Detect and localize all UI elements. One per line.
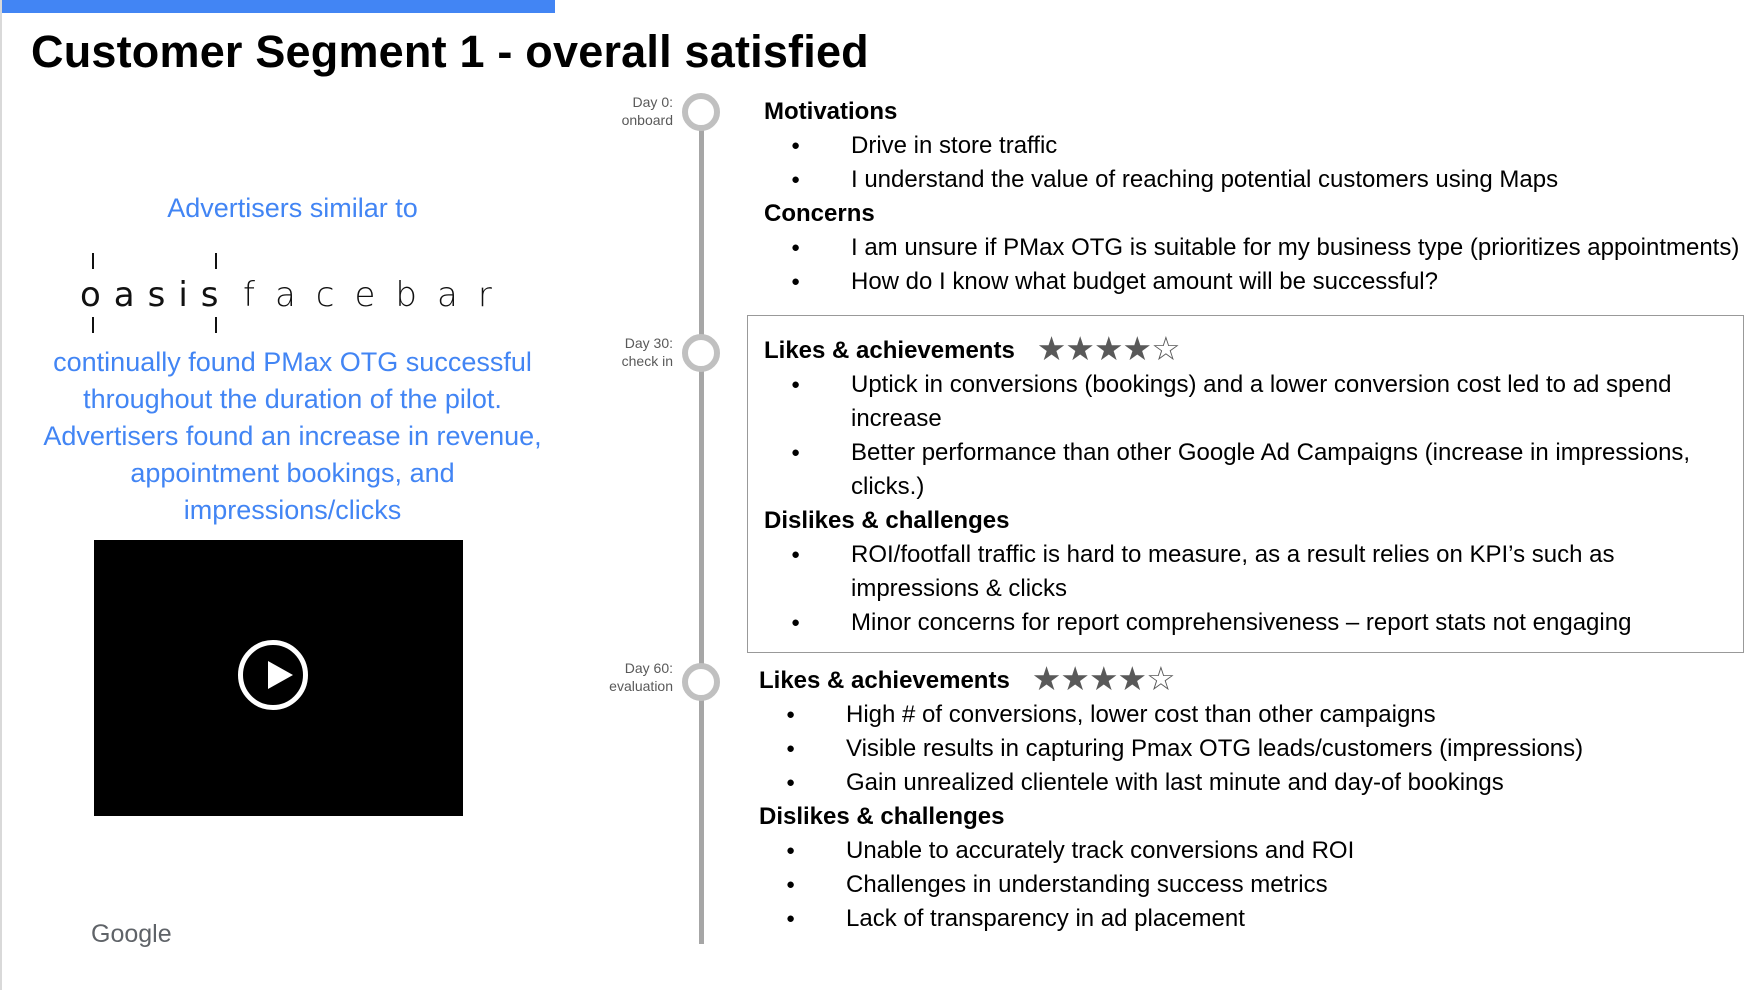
video-player[interactable]	[94, 540, 463, 816]
logo-word-facebar: facebar	[243, 275, 512, 315]
likes-heading	[759, 662, 1749, 698]
timeline-label-day60	[583, 659, 673, 695]
likes-heading	[764, 332, 1724, 368]
list-item: ● I understand the value of reaching potential customers using Maps	[764, 163, 1759, 197]
slide-left-border	[0, 0, 2, 990]
day-label-text: Day 30:	[624, 335, 673, 351]
dislikes-list	[764, 538, 1724, 640]
dislikes-heading: Dislikes & challenges	[764, 507, 1010, 534]
oasis-facebar-logo	[80, 250, 512, 340]
play-icon[interactable]	[238, 640, 308, 710]
dislikes-heading: Dislikes & challenges	[759, 803, 1005, 830]
timeline-node-day60	[682, 663, 720, 701]
list-item: ● High # of conversions, lower cost than other campaigns	[759, 698, 1749, 732]
timeline-node-day30	[682, 334, 720, 372]
likes-heading-text: Likes & achievements	[764, 337, 1015, 364]
list-item: ● Gain unrealized clientele with last minute and day-of bookings	[759, 766, 1749, 800]
day0-section	[764, 95, 1759, 299]
timeline-label-day0	[583, 93, 673, 129]
day60-section	[759, 662, 1749, 936]
list-item: ● Challenges in understanding success metrics	[759, 868, 1749, 902]
list-item: ● How do I know what budget amount will be successful?	[764, 265, 1759, 299]
slide-title: Customer Segment 1 - overall satisfied	[31, 26, 869, 77]
list-item: ● ROI/footfall traffic is hard to measure, as a result relies on KPI’s such as impressions & clicks	[764, 538, 1724, 606]
stage-label-text: evaluation	[609, 678, 673, 694]
stage-label-text: check in	[621, 353, 673, 369]
top-accent-bar	[0, 0, 555, 13]
list-item: ● Uptick in conversions (bookings) and a lower conversion cost led to ad spend increase	[764, 368, 1724, 436]
day-label-text: Day 0:	[632, 94, 673, 110]
star-rating-icon: ★★★★☆	[1031, 660, 1175, 697]
logo-word-oasis: oasis	[80, 275, 232, 315]
day-label-text: Day 60:	[624, 660, 673, 676]
advertisers-description: continually found PMax OTG successful throughout the duration of the pilot. Advertisers found an increase in revenue, appointment bookings, and impressions/clicks	[43, 347, 542, 525]
google-logo: Google	[91, 920, 172, 948]
timeline-label-day30	[583, 334, 673, 370]
list-item: ● Lack of transparency in ad placement	[759, 902, 1749, 936]
concerns-list	[764, 231, 1759, 299]
likes-heading-text: Likes & achievements	[759, 667, 1010, 694]
list-item: ● Minor concerns for report comprehensiveness – report stats not engaging	[764, 606, 1724, 640]
motivations-heading: Motivations	[764, 98, 898, 125]
list-item: ● I am unsure if PMax OTG is suitable for my business type (prioritizes appointments)	[764, 231, 1759, 265]
list-item: ● Visible results in capturing Pmax OTG leads/customers (impressions)	[759, 732, 1749, 766]
list-item: ● Better performance than other Google Ad Campaigns (increase in impressions, clicks.)	[764, 436, 1724, 504]
star-rating-icon: ★★★★☆	[1036, 330, 1180, 367]
likes-list	[759, 698, 1749, 800]
timeline-node-day0	[682, 93, 720, 131]
likes-list	[764, 368, 1724, 504]
stage-label-text: onboard	[621, 112, 673, 128]
day30-section	[764, 332, 1724, 640]
motivations-list	[764, 129, 1759, 197]
list-item: ● Drive in store traffic	[764, 129, 1759, 163]
concerns-heading: Concerns	[764, 200, 875, 227]
timeline-line	[699, 112, 704, 944]
dislikes-list	[759, 834, 1749, 936]
list-item: ● Unable to accurately track conversions and ROI	[759, 834, 1749, 868]
advertisers-similar-heading: Advertisers similar to	[167, 193, 418, 223]
